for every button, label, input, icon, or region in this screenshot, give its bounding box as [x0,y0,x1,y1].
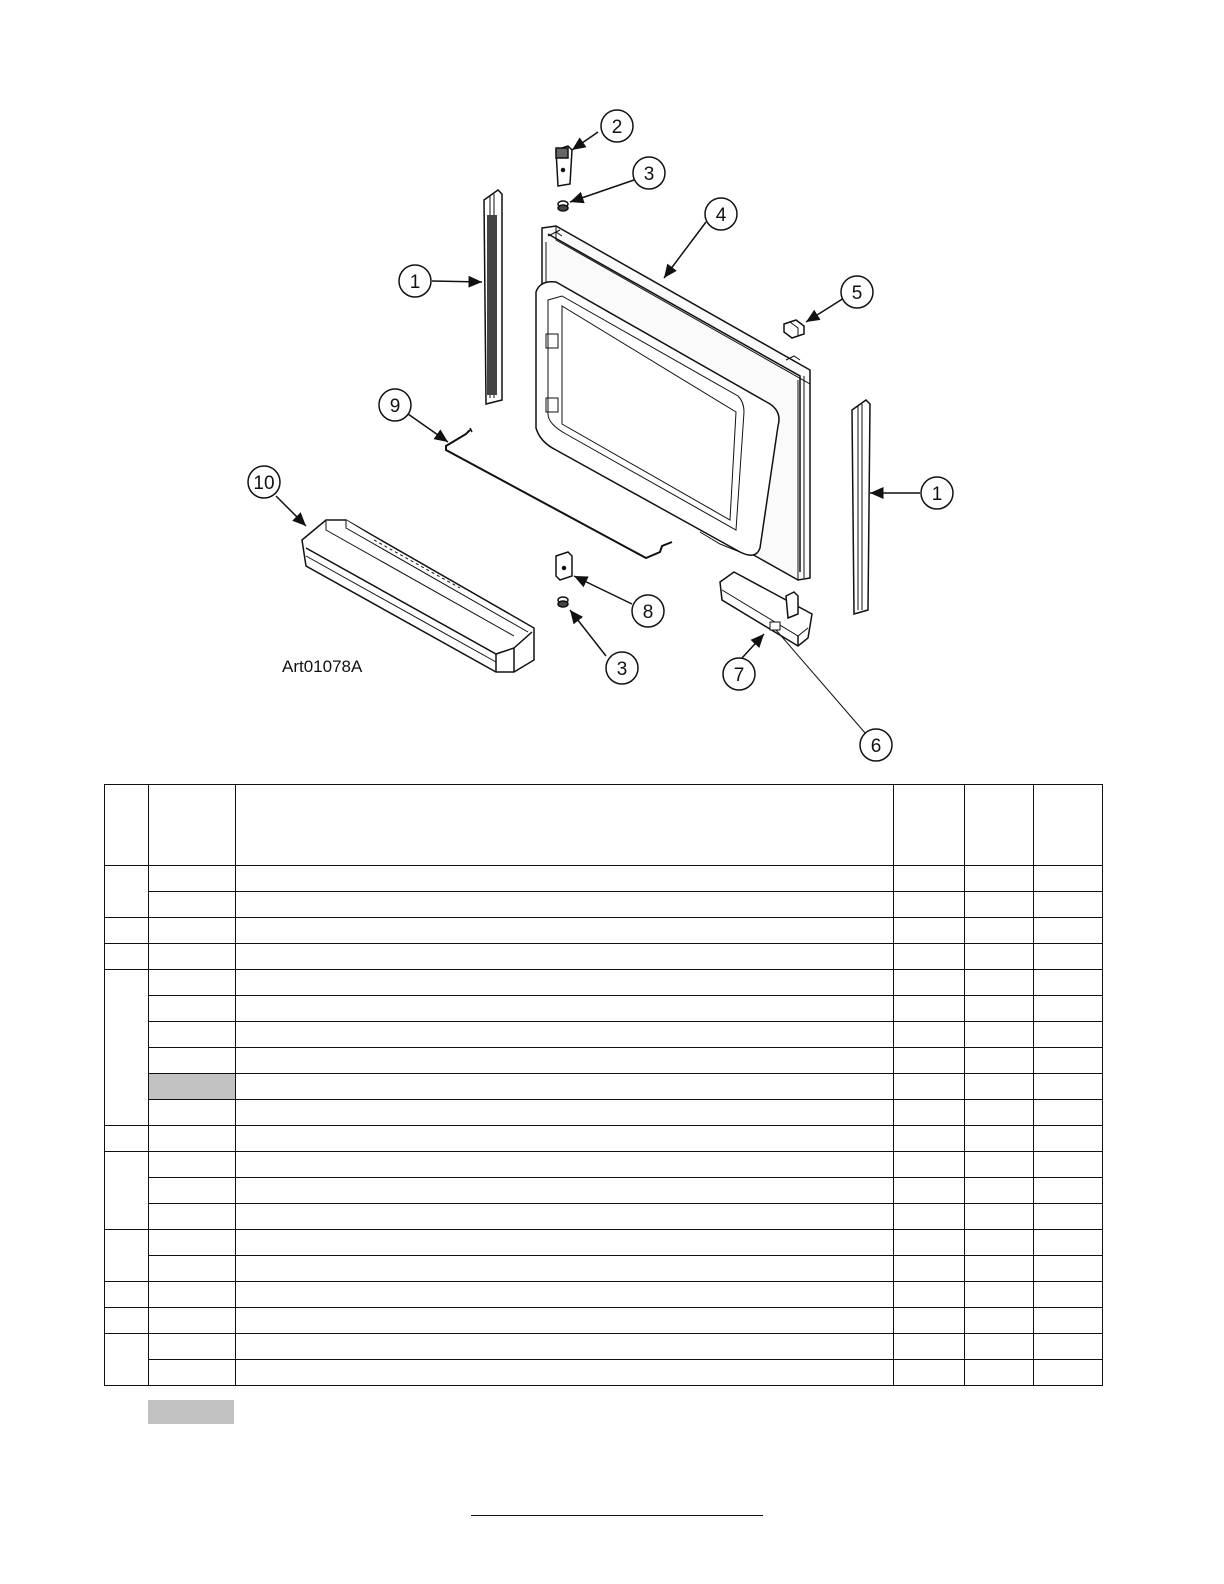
callout-4 [705,198,737,230]
value-cell [1034,1360,1103,1386]
callout-9 [379,389,411,421]
callout-10 [248,466,280,498]
part-number-cell [149,866,236,892]
value-cell [1034,1100,1103,1126]
ref-cell [105,866,149,918]
header-col5-cell [965,785,1034,866]
svg-text:10: 10 [253,473,275,494]
description-cell [236,918,894,944]
ref-cell [105,944,149,970]
value-cell [965,1360,1034,1386]
table-header-row [105,785,1103,866]
svg-text:6: 6 [870,736,882,757]
table-row [105,866,1103,892]
hinge-bracket-part [556,146,572,186]
description-cell [236,1152,894,1178]
value-cell [894,918,965,944]
value-cell [894,1230,965,1256]
part-number-cell [149,1126,236,1152]
description-cell [236,1048,894,1074]
value-cell [894,1282,965,1308]
table-row [105,970,1103,996]
value-cell [1034,1230,1103,1256]
shaded-legend-swatch [148,1400,234,1424]
value-cell [894,892,965,918]
value-cell [965,996,1034,1022]
ref-cell [105,1152,149,1230]
value-cell [894,1126,965,1152]
svg-text:7: 7 [733,665,745,686]
value-cell [894,944,965,970]
table-row [105,1126,1103,1152]
exploded-parts-diagram [0,0,1224,780]
svg-text:9: 9 [389,396,401,417]
description-cell [236,1204,894,1230]
description-cell [236,1334,894,1360]
value-cell [1034,1308,1103,1334]
header-ref-cell [105,785,149,866]
part-number-cell-shaded [149,1074,236,1100]
value-cell [1034,892,1103,918]
value-cell [965,918,1034,944]
ref-cell [105,1230,149,1282]
value-cell [965,1048,1034,1074]
value-cell [894,996,965,1022]
ref-cell [105,1126,149,1152]
table-row [105,1022,1103,1048]
bushing-top-part [558,201,568,211]
table-row [105,1152,1103,1178]
value-cell [1034,970,1103,996]
description-cell [236,970,894,996]
value-cell [894,1334,965,1360]
value-cell [894,1308,965,1334]
callout-3-bottom [606,652,638,684]
value-cell [1034,1204,1103,1230]
part-number-cell [149,1256,236,1282]
table-row [105,1334,1103,1360]
value-cell [965,866,1034,892]
callout-1-left [399,265,431,297]
callout-7 [723,658,755,690]
value-cell [894,1100,965,1126]
value-cell [1034,1048,1103,1074]
description-cell [236,1126,894,1152]
description-cell [236,1282,894,1308]
part-number-cell [149,1308,236,1334]
ref-cell [105,1308,149,1334]
value-cell [965,1308,1034,1334]
value-cell [1034,996,1103,1022]
part-number-cell [149,1022,236,1048]
description-cell [236,866,894,892]
footer-divider [471,1515,763,1516]
table-row [105,944,1103,970]
value-cell [1034,1256,1103,1282]
value-cell [1034,1126,1103,1152]
value-cell [1034,866,1103,892]
value-cell [894,1204,965,1230]
part-number-cell [149,918,236,944]
door-bin-part [302,520,534,672]
value-cell [965,970,1034,996]
ref-cell [105,970,149,1126]
callout-3-top [633,157,665,189]
part-number-cell [149,1282,236,1308]
value-cell [965,1074,1034,1100]
parts-list-table [104,784,1103,1386]
gasket-strip-right-part [852,400,870,614]
description-cell [236,892,894,918]
part-number-cell [149,1230,236,1256]
value-cell [894,1074,965,1100]
part-number-cell [149,1204,236,1230]
value-cell [965,1230,1034,1256]
svg-text:2: 2 [611,117,623,138]
header-part-number-cell [149,785,236,866]
table-row [105,1256,1103,1282]
part-number-cell [149,1178,236,1204]
table-row [105,1230,1103,1256]
value-cell [965,944,1034,970]
value-cell [1034,1022,1103,1048]
ref-cell [105,1282,149,1308]
table-row [105,892,1103,918]
table-row [105,1282,1103,1308]
part-number-cell [149,996,236,1022]
value-cell [894,1152,965,1178]
description-cell [236,1256,894,1282]
door-panel-part [536,226,810,580]
part-number-cell [149,944,236,970]
value-cell [894,1256,965,1282]
value-cell [894,1360,965,1386]
value-cell [965,892,1034,918]
svg-text:4: 4 [715,205,727,226]
callout-5 [841,276,873,308]
part-number-cell [149,1334,236,1360]
gasket-strip-left-part [484,190,502,404]
ref-cell [105,1334,149,1386]
part-number-cell [149,1152,236,1178]
svg-text:8: 8 [642,602,654,623]
header-col6-cell [1034,785,1103,866]
svg-text:1: 1 [931,484,943,505]
table-row [105,918,1103,944]
callout-6 [860,729,892,761]
end-cap-part [784,320,804,338]
description-cell [236,1308,894,1334]
description-cell [236,1100,894,1126]
svg-text:3: 3 [643,164,655,185]
value-cell [1034,1152,1103,1178]
hinge-cover-part [720,572,812,646]
value-cell [1034,1178,1103,1204]
bushing-bottom-part [558,597,568,607]
description-cell [236,1230,894,1256]
value-cell [965,1100,1034,1126]
value-cell [894,866,965,892]
table-row [105,1360,1103,1386]
value-cell [1034,1282,1103,1308]
table-row [105,1204,1103,1230]
description-cell [236,1074,894,1100]
svg-text:1: 1 [409,272,421,293]
value-cell [965,1022,1034,1048]
table-row [105,1074,1103,1100]
value-cell [1034,1074,1103,1100]
value-cell [965,1282,1034,1308]
description-cell [236,996,894,1022]
description-cell [236,944,894,970]
value-cell [965,1152,1034,1178]
value-cell [965,1178,1034,1204]
value-cell [965,1204,1034,1230]
callout-1-right [921,477,953,509]
table-row [105,1048,1103,1074]
value-cell [894,1048,965,1074]
table-row [105,996,1103,1022]
value-cell [1034,1334,1103,1360]
header-col4-cell [894,785,965,866]
lower-hinge-bracket-part [556,552,572,580]
value-cell [894,1178,965,1204]
callout-8 [632,595,664,627]
value-cell [965,1126,1034,1152]
part-number-cell [149,1048,236,1074]
ref-cell [105,918,149,944]
art-number-label: Art01078A [282,657,363,676]
part-number-cell [149,970,236,996]
callout-2 [601,110,633,142]
table-row [105,1100,1103,1126]
header-description-cell [236,785,894,866]
svg-text:3: 3 [616,659,628,680]
part-number-cell [149,1100,236,1126]
value-cell [965,1256,1034,1282]
svg-text:5: 5 [851,283,863,304]
value-cell [965,1334,1034,1360]
table-row [105,1178,1103,1204]
value-cell [1034,944,1103,970]
part-number-cell [149,892,236,918]
value-cell [1034,918,1103,944]
part-number-cell [149,1360,236,1386]
description-cell [236,1178,894,1204]
value-cell [894,1022,965,1048]
description-cell [236,1360,894,1386]
description-cell [236,1022,894,1048]
table-row [105,1308,1103,1334]
value-cell [894,970,965,996]
